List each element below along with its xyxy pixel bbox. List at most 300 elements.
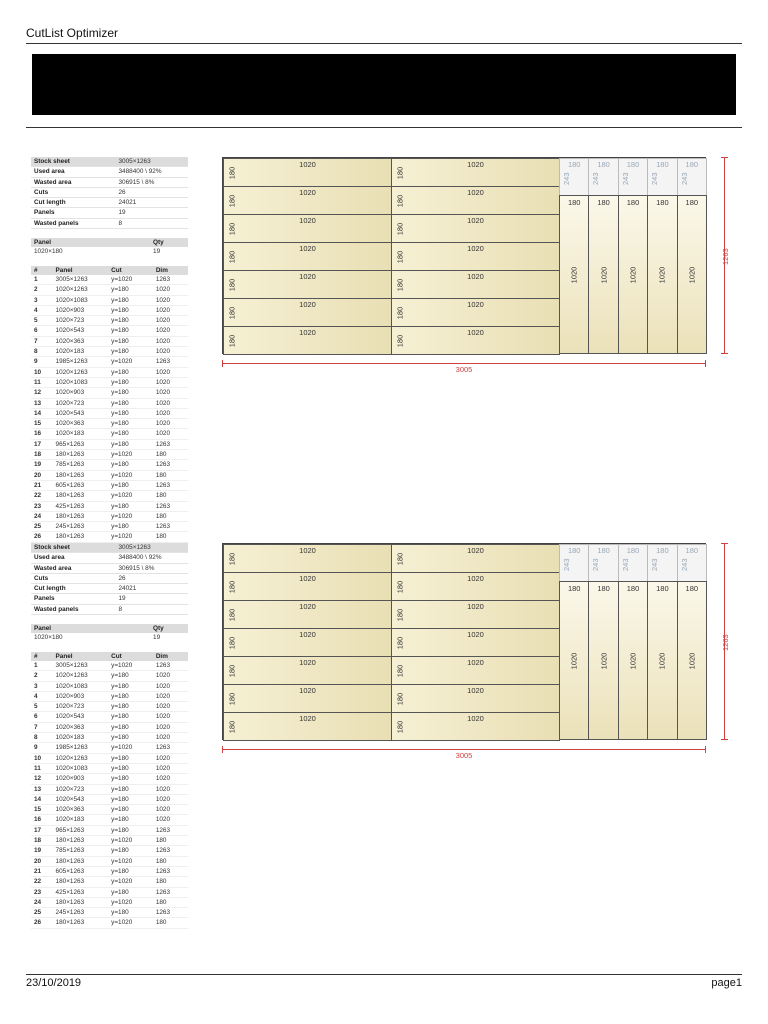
panel-height-label: 180 <box>227 692 237 705</box>
cuts-table-cell: y=180 <box>108 774 153 784</box>
cuts-table-cell: y=180 <box>108 691 153 701</box>
cuts-table-row <box>31 491 188 501</box>
cuts-table-cell: 2 <box>31 285 53 295</box>
panel-width-label: 1020 <box>299 714 316 723</box>
header-divider <box>26 43 742 44</box>
panel-width-label: 1020 <box>467 272 484 281</box>
strip-width-label: 180 <box>567 198 581 207</box>
cuts-table-cell: 1020×1083 <box>53 681 109 691</box>
panel-width-label: 1020 <box>299 630 316 639</box>
cuts-table-cell: 1263 <box>153 357 188 367</box>
stock-sheet <box>222 157 706 354</box>
panel-1020x180 <box>391 270 560 299</box>
cuts-table-row <box>31 846 188 856</box>
strip-width-label: 180 <box>626 584 640 593</box>
panel-width-label: 1020 <box>299 188 316 197</box>
waste-width-label: 180 <box>685 160 699 169</box>
cuts-table-cell: 180×1263 <box>53 491 109 501</box>
cuts-table-cell: 1263 <box>153 480 188 490</box>
cuts-table-cell: 180×1263 <box>53 470 109 480</box>
cuts-table-cell: 1020 <box>153 794 188 804</box>
panel-height-label: 180 <box>227 194 237 207</box>
cuts-table-row <box>31 470 188 480</box>
panel-180x1020 <box>588 581 618 740</box>
stock-sheet <box>222 543 706 740</box>
panel-1020x180 <box>391 600 560 629</box>
cuts-table-cell: 1020 <box>153 712 188 722</box>
waste-height-label: 243 <box>650 558 660 571</box>
cuts-table-cell: 180 <box>153 532 188 542</box>
cuts-table-cell: 1020×903 <box>53 305 109 315</box>
panel-1020x180 <box>223 684 392 713</box>
panel-180x1020 <box>677 195 707 354</box>
cuts-table-cell: 3005×1263 <box>53 661 109 671</box>
summary-value: 3005×1263 <box>116 157 189 167</box>
panel-width-label: 1020 <box>299 328 316 337</box>
panel-height-label: 180 <box>227 580 237 593</box>
summary-row <box>31 187 188 197</box>
cuts-table-row <box>31 897 188 907</box>
panel-width-label: 1020 <box>299 272 316 281</box>
cuts-table-cell: y=180 <box>108 722 153 732</box>
cuts-table-row <box>31 722 188 732</box>
cuts-table-cell: y=180 <box>108 866 153 876</box>
panel-width-label: 1020 <box>467 574 484 583</box>
summary-label: Used area <box>31 167 116 177</box>
cuts-table-cell: 180×1263 <box>53 877 109 887</box>
cuts-table-cell: 18 <box>31 450 53 460</box>
cuts-table-row <box>31 908 188 918</box>
cuts-table-cell: 1020×363 <box>53 336 109 346</box>
cuts-table-cell: 26 <box>31 532 53 542</box>
waste-height-label: 243 <box>591 172 601 185</box>
cuts-table-cell: 7 <box>31 722 53 732</box>
cuts-table-cell: 2 <box>31 671 53 681</box>
cuts-table-cell: 1020 <box>153 295 188 305</box>
cuts-table-header: Cut <box>108 652 153 661</box>
panel-table-header: Panel <box>31 624 150 633</box>
cuts-table-row <box>31 439 188 449</box>
summary-value: 306915 \ 8% <box>116 563 189 573</box>
waste-width-label: 180 <box>567 160 581 169</box>
cuts-table-cell: 13 <box>31 784 53 794</box>
panel-1020x180 <box>223 656 392 685</box>
cuts-table-cell: 180×1263 <box>53 897 109 907</box>
cuts-table-cell: 1263 <box>153 439 188 449</box>
cuts-table-cell: 965×1263 <box>53 439 109 449</box>
cuts-table-cell: 13 <box>31 398 53 408</box>
cuts-table-row <box>31 275 188 285</box>
cuts-table-cell: 1020 <box>153 388 188 398</box>
cuts-table-cell: 1020 <box>153 316 188 326</box>
summary-row <box>31 157 188 167</box>
panel-1020x180 <box>391 214 560 243</box>
panel-height-label: 180 <box>395 278 405 291</box>
panel-table-cell: 19 <box>153 634 161 642</box>
cuts-table-cell: 21 <box>31 480 53 490</box>
cuts-table-cell: 785×1263 <box>53 460 109 470</box>
panel-1020x180 <box>223 242 392 271</box>
footer-date: 23/10/2019 <box>26 977 82 989</box>
waste-width-label: 180 <box>567 546 581 555</box>
cuts-table-cell: 6 <box>31 326 53 336</box>
cuts-table-cell: y=180 <box>108 501 153 511</box>
summary-value: 306915 \ 8% <box>116 177 189 187</box>
panel-180x1020 <box>647 195 677 354</box>
cuts-table-cell: 180×1263 <box>53 856 109 866</box>
summary-table <box>31 157 188 229</box>
cuts-table-cell: 1263 <box>153 522 188 532</box>
cutting-plan-sheet-2 <box>0 543 768 927</box>
cuts-table-row <box>31 367 188 377</box>
panel-1020x180 <box>391 298 560 327</box>
summary-row <box>31 584 188 594</box>
panel-width-label: 1020 <box>299 546 316 555</box>
strip-height-label: 1020 <box>569 266 579 283</box>
cuts-table-cell: 180×1263 <box>53 532 109 542</box>
cuts-table-cell: 17 <box>31 439 53 449</box>
cuts-table-row <box>31 501 188 511</box>
cuts-table-cell: y=1020 <box>108 275 153 285</box>
panel-width-label: 1020 <box>299 658 316 667</box>
cuts-table-cell: y=1020 <box>108 877 153 887</box>
panel-1020x180 <box>391 684 560 713</box>
cuts-table-cell: 425×1263 <box>53 887 109 897</box>
cuts-table-row <box>31 326 188 336</box>
panel-1020x180 <box>223 270 392 299</box>
panel-1020x180 <box>391 326 560 355</box>
cuts-table-cell: y=180 <box>108 733 153 743</box>
cuts-table-row <box>31 357 188 367</box>
waste-piece <box>588 544 618 582</box>
cuts-table-cell: 1020 <box>153 671 188 681</box>
panel-180x1020 <box>647 581 677 740</box>
panel-width-label: 1020 <box>467 328 484 337</box>
cuts-table-cell: 1020 <box>153 784 188 794</box>
cuts-table-cell: 1985×1263 <box>53 357 109 367</box>
cuts-table-cell: 1020 <box>153 753 188 763</box>
cuts-table-row <box>31 347 188 357</box>
cuts-table-cell: 1020×363 <box>53 805 109 815</box>
cuts-table-cell: 180 <box>153 450 188 460</box>
strip-height-label: 1020 <box>687 652 697 669</box>
cuts-table-row <box>31 805 188 815</box>
cuts-table-cell: y=180 <box>108 784 153 794</box>
panel-height-label: 180 <box>227 334 237 347</box>
summary-value: 26 <box>116 573 189 583</box>
waste-height-label: 243 <box>679 558 689 571</box>
cuts-table-cell: 1020×543 <box>53 712 109 722</box>
panel-width-label: 1020 <box>299 216 316 225</box>
cuts-table-cell: 245×1263 <box>53 522 109 532</box>
cuts-table-cell: 21 <box>31 866 53 876</box>
panel-height-label: 180 <box>395 194 405 207</box>
cuts-table-row <box>31 305 188 315</box>
cuts-table-cell: 23 <box>31 501 53 511</box>
cuts-table-cell: 14 <box>31 408 53 418</box>
cuts-table-row <box>31 815 188 825</box>
cuts-table-row <box>31 836 188 846</box>
cuts-table-cell: 180×1263 <box>53 836 109 846</box>
cuts-table-cell: y=180 <box>108 419 153 429</box>
panel-180x1020 <box>677 581 707 740</box>
panel-table-row <box>31 247 188 256</box>
cuts-table-row <box>31 918 188 928</box>
panel-table-cell: 1020×180 <box>34 248 63 256</box>
cuts-table-cell: y=180 <box>108 398 153 408</box>
panel-height-label: 180 <box>395 250 405 263</box>
cuts-table-cell: 8 <box>31 347 53 357</box>
cuts-table-cell: 22 <box>31 491 53 501</box>
cuts-table-row <box>31 712 188 722</box>
summary-label: Panels <box>31 208 116 218</box>
cuts-table-cell: 1020 <box>153 722 188 732</box>
cuts-table-cell: y=1020 <box>108 661 153 671</box>
cuts-table-cell: 1020×903 <box>53 774 109 784</box>
waste-piece <box>618 544 648 582</box>
panel-height-label: 180 <box>395 580 405 593</box>
cuts-table-cell: y=180 <box>108 702 153 712</box>
panel-1020x180 <box>391 158 560 187</box>
cuts-table-cell: 180 <box>153 897 188 907</box>
cuts-table-cell: y=180 <box>108 377 153 387</box>
cuts-table-cell: 1020×723 <box>53 316 109 326</box>
sheet-width-label: 3005 <box>455 365 473 374</box>
waste-height-label: 243 <box>591 558 601 571</box>
cuts-table-cell: y=1020 <box>108 918 153 928</box>
summary-label: Used area <box>31 553 116 563</box>
strip-width-label: 180 <box>597 198 610 207</box>
cuts-table-cell: 1 <box>31 661 53 671</box>
cuts-table-cell: y=180 <box>108 460 153 470</box>
waste-height-label: 243 <box>562 172 571 185</box>
cuts-table-cell: 785×1263 <box>53 846 109 856</box>
panel-180x1020 <box>559 581 589 740</box>
panel-table-cell: 19 <box>153 248 161 256</box>
strip-height-label: 1020 <box>687 266 697 283</box>
cuts-table-cell: 1263 <box>153 661 188 671</box>
cuts-table-row <box>31 522 188 532</box>
cuts-table-cell: y=180 <box>108 388 153 398</box>
panel-1020x180 <box>223 544 392 573</box>
panel-width-label: 1020 <box>467 602 484 611</box>
cuts-table-cell: 12 <box>31 388 53 398</box>
cuts-table-cell: y=180 <box>108 367 153 377</box>
cuts-table-cell: 7 <box>31 336 53 346</box>
panel-width-label: 1020 <box>467 188 484 197</box>
cuts-table-cell: 1020 <box>153 336 188 346</box>
panel-width-label: 1020 <box>467 160 484 169</box>
cuts-table-cell: 1020×183 <box>53 815 109 825</box>
cuts-table-cell: 1263 <box>153 743 188 753</box>
summary-value: 8 <box>116 218 189 228</box>
waste-width-label: 180 <box>626 546 640 555</box>
cuts-table-cell: 1020 <box>153 305 188 315</box>
summary-table <box>31 543 188 615</box>
cuts-table-row <box>31 429 188 439</box>
cuts-table-cell: 1020×903 <box>53 388 109 398</box>
footer-page-number: page1 <box>711 977 742 989</box>
cuts-table-cell: 4 <box>31 691 53 701</box>
panel-table-cell: 1020×180 <box>34 634 63 642</box>
cuts-table-row <box>31 661 188 671</box>
cuts-table-cell: 3 <box>31 295 53 305</box>
summary-label: Panels <box>31 594 116 604</box>
cuts-table-cell: 1020 <box>153 681 188 691</box>
cuts-table-cell: y=180 <box>108 347 153 357</box>
cuts-table-cell: y=180 <box>108 305 153 315</box>
sheet-height-label: 1263 <box>721 634 730 651</box>
strip-width-label: 180 <box>685 584 699 593</box>
panel-table-header: Qty <box>150 624 188 633</box>
strip-height-label: 1020 <box>599 652 609 669</box>
cuts-table-cell: y=180 <box>108 846 153 856</box>
cuts-table-cell: y=180 <box>108 805 153 815</box>
cuts-table-cell: 180×1263 <box>53 511 109 521</box>
panel-height-label: 180 <box>227 306 237 319</box>
panel-1020x180 <box>223 186 392 215</box>
summary-label: Wasted area <box>31 563 116 573</box>
cuts-table-cell: 1020×723 <box>53 398 109 408</box>
data-tables <box>31 157 188 543</box>
cuts-table-row <box>31 825 188 835</box>
panel-width-label: 1020 <box>467 244 484 253</box>
strip-height-label: 1020 <box>657 652 667 669</box>
summary-row <box>31 573 188 583</box>
cuts-table-cell: 1020 <box>153 763 188 773</box>
cuts-table-cell: 24 <box>31 511 53 521</box>
cuts-table-cell: 5 <box>31 316 53 326</box>
panel-width-label: 1020 <box>299 574 316 583</box>
strip-height-label: 1020 <box>569 652 579 669</box>
cuts-table-cell: 1263 <box>153 825 188 835</box>
cuts-table-cell: 1020×363 <box>53 722 109 732</box>
cuts-table-cell: 1020 <box>153 774 188 784</box>
cuts-table-cell: 180 <box>153 877 188 887</box>
cuts-table-cell: 965×1263 <box>53 825 109 835</box>
cuts-table-row <box>31 398 188 408</box>
panel-height-label: 180 <box>227 664 237 677</box>
cuts-table-header: # <box>31 652 53 661</box>
cuts-table-row <box>31 377 188 387</box>
panel-1020x180 <box>391 544 560 573</box>
panel-1020x180 <box>223 158 392 187</box>
cuts-table-cell: 1020×183 <box>53 347 109 357</box>
summary-label: Cut length <box>31 198 116 208</box>
banner-divider <box>26 127 742 128</box>
cuts-table-header: Cut <box>108 266 153 275</box>
cuts-table-cell: 1020×1083 <box>53 763 109 773</box>
panel-width-label: 1020 <box>299 160 316 169</box>
cuts-table-cell: y=180 <box>108 336 153 346</box>
panel-height-label: 180 <box>227 552 237 565</box>
strip-width-label: 180 <box>685 198 699 207</box>
panel-width-label: 1020 <box>467 714 484 723</box>
strip-width-label: 180 <box>656 198 669 207</box>
cuts-table-cell: y=180 <box>108 887 153 897</box>
cuts-table-cell: 180 <box>153 491 188 501</box>
summary-row <box>31 218 188 228</box>
cuts-table-row <box>31 743 188 753</box>
cuts-table-cell: y=180 <box>108 522 153 532</box>
cuts-table-cell: 15 <box>31 805 53 815</box>
panel-1020x180 <box>223 712 392 741</box>
panel-1020x180 <box>391 656 560 685</box>
cuts-table-cell: 1263 <box>153 275 188 285</box>
cuts-table-cell: 1263 <box>153 908 188 918</box>
summary-row <box>31 594 188 604</box>
cuts-table-cell: 19 <box>31 460 53 470</box>
cuts-table-cell: 1020 <box>153 408 188 418</box>
panel-height-label: 180 <box>227 222 237 235</box>
data-tables <box>31 543 188 929</box>
strip-height-label: 1020 <box>657 266 667 283</box>
cuts-table-header: # <box>31 266 53 275</box>
cuts-table-cell: 1020×723 <box>53 702 109 712</box>
summary-value: 19 <box>116 208 189 218</box>
waste-height-label: 243 <box>620 558 630 571</box>
panel-1020x180 <box>223 326 392 355</box>
cuts-table-cell: 1020 <box>153 805 188 815</box>
panel-1020x180 <box>223 572 392 601</box>
waste-width-label: 180 <box>597 160 610 169</box>
panel-table <box>31 624 188 643</box>
panel-table-header: Panel <box>31 238 150 247</box>
cuts-table-cell: 11 <box>31 763 53 773</box>
cuts-table-header: Panel <box>53 266 109 275</box>
cuts-table-cell: 1020 <box>153 815 188 825</box>
cuts-table-cell: 180 <box>153 511 188 521</box>
panel-width-label: 1020 <box>467 630 484 639</box>
cuts-table-cell: y=1020 <box>108 491 153 501</box>
cuts-table-row <box>31 856 188 866</box>
cuts-table-cell: y=1020 <box>108 511 153 521</box>
cuts-table-cell: 19 <box>31 846 53 856</box>
cuts-table-cell: 1263 <box>153 866 188 876</box>
panel-1020x180 <box>223 298 392 327</box>
cuts-table-cell: 1020 <box>153 367 188 377</box>
cuts-table-cell: 16 <box>31 815 53 825</box>
panel-1020x180 <box>391 712 560 741</box>
cuts-table-cell: 9 <box>31 743 53 753</box>
cuts-table-cell: y=180 <box>108 681 153 691</box>
summary-label: Wasted area <box>31 177 116 187</box>
waste-width-label: 180 <box>685 546 699 555</box>
summary-row <box>31 604 188 614</box>
strip-height-label: 1020 <box>628 652 638 669</box>
panel-width-label: 1020 <box>299 602 316 611</box>
panel-table-row <box>31 633 188 642</box>
waste-piece <box>647 158 677 196</box>
cuts-table-row <box>31 388 188 398</box>
strip-width-label: 180 <box>597 584 610 593</box>
panel-table-header: Qty <box>150 238 188 247</box>
cuts-table-cell: 24 <box>31 897 53 907</box>
waste-width-label: 180 <box>626 160 640 169</box>
footer-divider <box>26 974 742 975</box>
cuts-table-row <box>31 877 188 887</box>
waste-height-label: 243 <box>650 172 660 185</box>
cuts-table-row <box>31 887 188 897</box>
cuts-table-cell: 1020×543 <box>53 408 109 418</box>
cuts-table-cell: y=180 <box>108 825 153 835</box>
summary-value: 3488400 \ 92% <box>116 167 189 177</box>
cuts-table-row <box>31 753 188 763</box>
cutting-plan-sheet-1 <box>0 157 768 541</box>
cuts-table-cell: 1020×1263 <box>53 285 109 295</box>
strip-width-label: 180 <box>656 584 669 593</box>
panel-180x1020 <box>559 195 589 354</box>
